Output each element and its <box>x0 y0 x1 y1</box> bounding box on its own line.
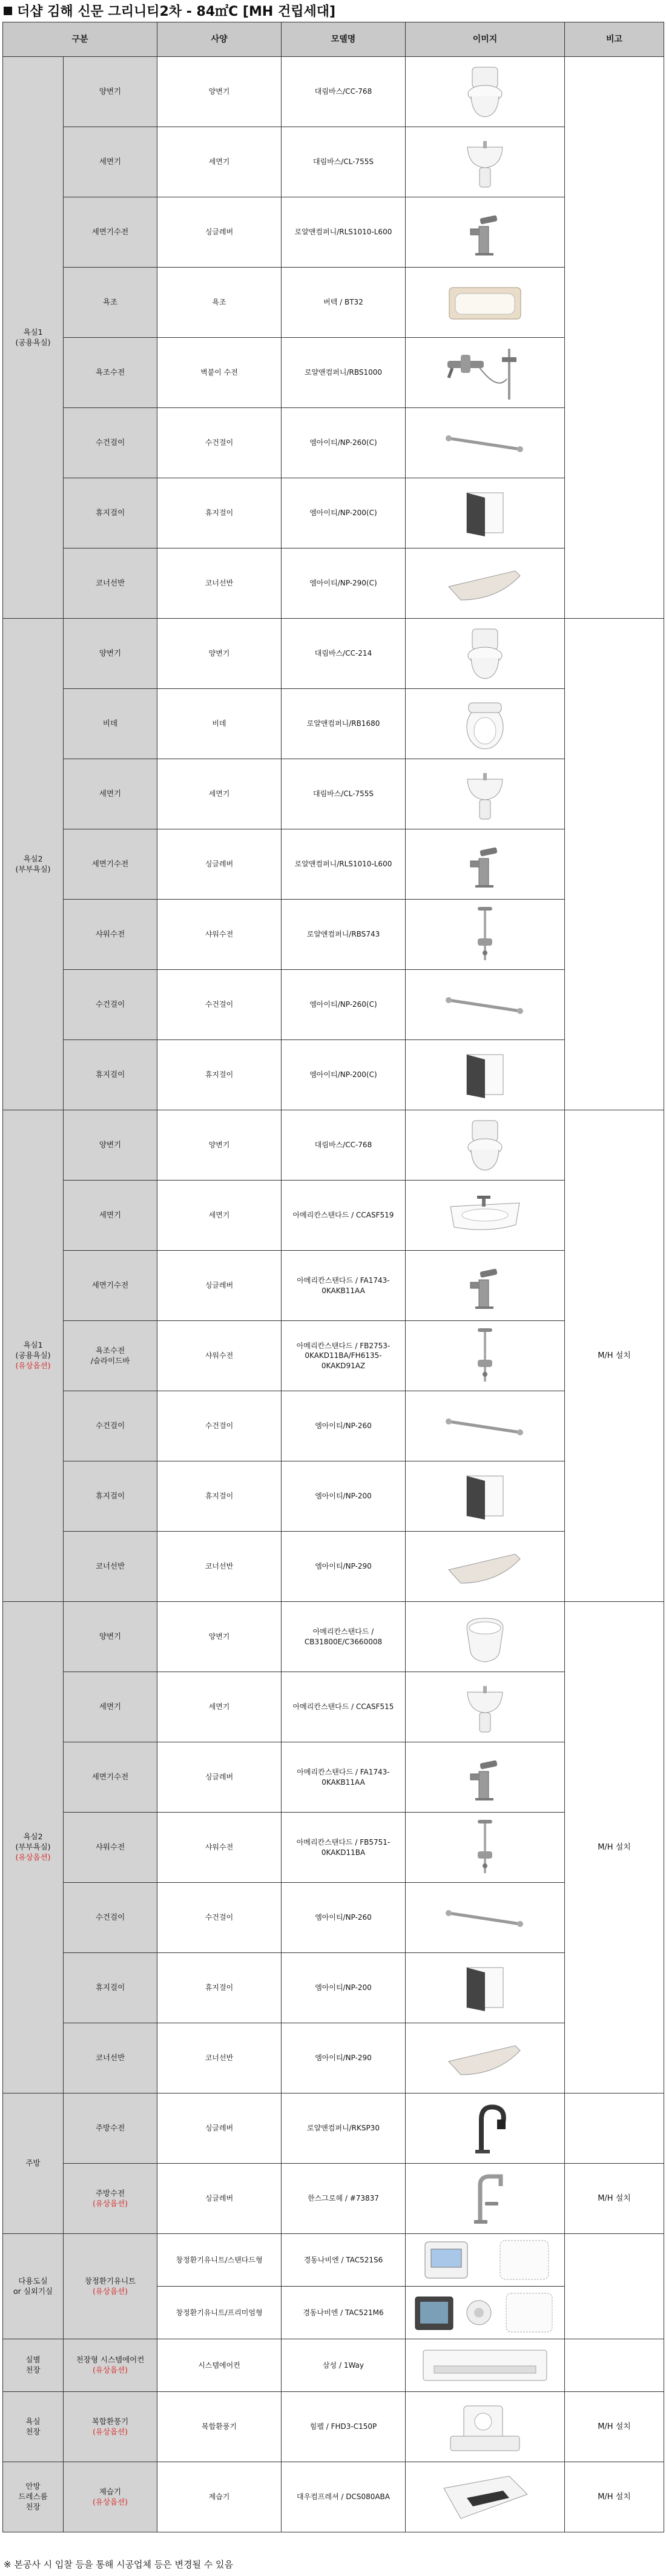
spec-cell: 비데 <box>157 689 282 759</box>
spec-table <box>2 22 664 2532</box>
shower-icon <box>406 904 564 965</box>
model-cell: 엠아이티/NP-260 <box>282 1391 406 1461</box>
spec-cell: 양변기 <box>157 619 282 689</box>
category-cell: 주방 <box>3 2093 64 2234</box>
model-cell: 대림바스/CL-755S <box>282 127 406 197</box>
item-cell: 휴지걸이 <box>64 1461 157 1532</box>
spec-cell: 휴지걸이 <box>157 1953 282 2023</box>
towel-bar-icon <box>406 431 564 455</box>
page-title: 더샵 김해 신문 그리니티2차 - 84㎡C [MH 건립세대] <box>4 4 335 21</box>
item-cell: 세면기수전 <box>64 197 157 268</box>
towel-bar-icon <box>406 993 564 1017</box>
image-cell <box>406 1602 565 1672</box>
item-cell: 양변기 <box>64 57 157 127</box>
table-header-row <box>3 22 664 57</box>
category-cell: 욕실2 (부부욕실) (유상옵션) <box>3 1602 64 2093</box>
note-cell <box>565 2234 664 2339</box>
image-cell <box>406 2339 565 2392</box>
model-cell: 엠아이티/NP-260(C) <box>282 970 406 1040</box>
category-cell: 욕실1 (공용욕실) (유상옵션) <box>3 1110 64 1602</box>
image-cell <box>406 1461 565 1532</box>
category-cell: 안방 드레스룸 천장 <box>3 2462 64 2532</box>
item-cell: 제습기 (유상옵션) <box>64 2462 157 2532</box>
spec-cell: 세면기 <box>157 1181 282 1251</box>
model-cell: 로얄앤컴퍼니/RKSP30 <box>282 2093 406 2164</box>
image-cell <box>406 829 565 900</box>
footer-note: ※ 본공사 시 입찰 등을 통해 시공업체 등은 변경될 수 있음 <box>4 2559 234 2570</box>
item-cell: 비데 <box>64 689 157 759</box>
spec-cell: 제습기 <box>157 2462 282 2532</box>
paper-holder-icon <box>406 1051 564 1099</box>
model-cell: 아메리칸스탠다드 / FA1743-0KAKB11AA <box>282 1742 406 1813</box>
faucet-icon <box>406 1262 564 1310</box>
image-cell <box>406 478 565 548</box>
spec-cell: 싱글레버 <box>157 197 282 268</box>
image-cell <box>406 689 565 759</box>
model-cell: 엠아이티/NP-200(C) <box>282 1040 406 1110</box>
category-cell: 실별 천장 <box>3 2339 64 2392</box>
image-cell <box>406 1953 565 2023</box>
model-cell: 엠아이티/NP-200 <box>282 1461 406 1532</box>
note-cell: M/H 설치 <box>565 1602 664 2093</box>
image-cell <box>406 970 565 1040</box>
image-cell <box>406 1672 565 1742</box>
model-cell: 경동나비엔 / TAC521S6 <box>282 2234 406 2287</box>
table-row <box>3 2462 664 2532</box>
image-cell <box>406 2023 565 2093</box>
toilet-icon <box>406 65 564 119</box>
model-cell: 로얄앤컴퍼니/RLS1010-L600 <box>282 197 406 268</box>
model-cell: 아메리칸스탠다드 / CCASF515 <box>282 1672 406 1742</box>
model-cell: 한스그로헤 / #73837 <box>282 2164 406 2234</box>
image-cell <box>406 2392 565 2462</box>
image-cell <box>406 338 565 408</box>
item-cell: 샤워수전 <box>64 1813 157 1883</box>
kitchen-faucet-alt-icon <box>406 2172 564 2226</box>
corner-shelf-icon <box>406 562 564 605</box>
image-cell <box>406 1813 565 1883</box>
image-cell <box>406 1040 565 1110</box>
spec-cell: 수건걸이 <box>157 1883 282 1953</box>
table-row <box>3 57 664 127</box>
item-cell: 양변기 <box>64 1110 157 1181</box>
spec-cell: 양변기 <box>157 1110 282 1181</box>
model-cell: 엠아이티/NP-260 <box>282 1883 406 1953</box>
category-cell: 욕실1 (공용욕실) <box>3 57 64 619</box>
exhaust-fan-icon <box>406 2400 564 2454</box>
note-cell: M/H 설치 <box>565 2462 664 2532</box>
item-cell: 창정환기유니트 (유상옵션) <box>64 2234 157 2339</box>
image-cell <box>406 619 565 689</box>
ventilator-standard-icon <box>406 2236 564 2284</box>
bathtub-icon <box>406 282 564 324</box>
note-cell <box>565 2339 664 2392</box>
spec-cell: 휴지걸이 <box>157 478 282 548</box>
spec-cell: 시스템에어컨 <box>157 2339 282 2392</box>
image-cell <box>406 1532 565 1602</box>
item-cell: 세면기수전 <box>64 829 157 900</box>
model-cell: 아메리칸스탠다드 / CB31800E/C3660008 <box>282 1602 406 1672</box>
table-row <box>3 2339 664 2392</box>
item-cell: 세면기 <box>64 759 157 829</box>
item-cell: 세면기수전 <box>64 1251 157 1321</box>
model-cell: 대림바스/CC-214 <box>282 619 406 689</box>
washbasin-icon <box>406 135 564 189</box>
item-cell: 수건걸이 <box>64 1883 157 1953</box>
item-cell: 세면기 <box>64 127 157 197</box>
item-cell: 주방수전 (유상옵션) <box>64 2164 157 2234</box>
model-cell: 대림바스/CC-768 <box>282 1110 406 1181</box>
spec-cell: 싱글레버 <box>157 829 282 900</box>
item-cell: 수건걸이 <box>64 408 157 478</box>
spec-cell: 양변기 <box>157 57 282 127</box>
model-cell: 버텍 / BT32 <box>282 268 406 338</box>
image-cell <box>406 197 565 268</box>
image-cell <box>406 900 565 970</box>
image-cell <box>406 1110 565 1181</box>
item-cell: 욕조수전 /슬라이드바 <box>64 1321 157 1391</box>
corner-shelf-icon <box>406 2037 564 2080</box>
spec-cell: 수건걸이 <box>157 408 282 478</box>
image-cell <box>406 1391 565 1461</box>
image-cell <box>406 2093 565 2164</box>
note-cell: M/H 설치 <box>565 2164 664 2234</box>
item-cell: 복합환풍기 (유상옵션) <box>64 2392 157 2462</box>
toilet-icon <box>406 627 564 681</box>
paper-holder-icon <box>406 489 564 538</box>
faucet-icon <box>406 1753 564 1802</box>
spec-cell: 창정환기유니트/스탠다드형 <box>157 2234 282 2287</box>
spec-cell: 코너선반 <box>157 1532 282 1602</box>
spec-cell: 싱글레버 <box>157 2164 282 2234</box>
image-cell <box>406 1181 565 1251</box>
spec-cell: 창정환기유니트/프리미엄형 <box>157 2287 282 2339</box>
image-cell <box>406 2164 565 2234</box>
model-cell: 아메리칸스탠다드 / CCASF519 <box>282 1181 406 1251</box>
spec-cell: 세면기 <box>157 1672 282 1742</box>
towel-bar-icon <box>406 1414 564 1438</box>
washbasin-icon <box>406 767 564 822</box>
category-cell: 욕실2 (부부욕실) <box>3 619 64 1110</box>
bath-faucet-icon <box>406 343 564 403</box>
item-cell: 천장형 시스템에어컨 (유상옵션) <box>64 2339 157 2392</box>
spec-cell: 휴지걸이 <box>157 1461 282 1532</box>
table-row <box>3 2392 664 2462</box>
item-cell: 코너선반 <box>64 1532 157 1602</box>
kitchen-faucet-icon <box>406 2101 564 2156</box>
spec-cell: 코너선반 <box>157 2023 282 2093</box>
note-cell <box>565 2093 664 2164</box>
table-row <box>3 619 664 689</box>
spec-cell: 휴지걸이 <box>157 1040 282 1110</box>
smart-toilet-icon <box>406 1610 564 1664</box>
item-cell: 양변기 <box>64 1602 157 1672</box>
image-cell <box>406 268 565 338</box>
model-cell: 대림바스/CC-768 <box>282 57 406 127</box>
shower-icon <box>406 1326 564 1386</box>
item-cell: 욕조수전 <box>64 338 157 408</box>
image-cell <box>406 1742 565 1813</box>
image-cell <box>406 548 565 619</box>
spec-cell: 양변기 <box>157 1602 282 1672</box>
header-category: 구분 <box>3 22 157 57</box>
item-cell: 수건걸이 <box>64 970 157 1040</box>
table-row <box>3 2164 664 2234</box>
model-cell: 대우컴프레셔 / DCS080ABA <box>282 2462 406 2532</box>
shower-icon <box>406 1817 564 1878</box>
item-cell: 양변기 <box>64 619 157 689</box>
spec-cell: 샤워수전 <box>157 1321 282 1391</box>
model-cell: 경동나비엔 / TAC521M6 <box>282 2287 406 2339</box>
spec-cell: 복합환풍기 <box>157 2392 282 2462</box>
table-row <box>3 2093 664 2164</box>
image-cell <box>406 1251 565 1321</box>
category-cell: 욕실 천장 <box>3 2392 64 2462</box>
image-cell <box>406 759 565 829</box>
model-cell: 엠아이티/NP-290 <box>282 1532 406 1602</box>
item-cell: 코너선반 <box>64 2023 157 2093</box>
paper-holder-icon <box>406 1472 564 1521</box>
image-cell <box>406 2287 565 2339</box>
bidet-icon <box>406 697 564 751</box>
header-model: 모델명 <box>282 22 406 57</box>
faucet-icon <box>406 840 564 889</box>
header-image: 이미지 <box>406 22 565 57</box>
model-cell: 대림바스/CL-755S <box>282 759 406 829</box>
ceiling-ac-icon <box>406 2344 564 2387</box>
table-row <box>3 2234 664 2287</box>
towel-bar-icon <box>406 1906 564 1930</box>
item-cell: 휴지걸이 <box>64 1953 157 2023</box>
image-cell <box>406 1883 565 1953</box>
model-cell: 로얄앤컴퍼니/RLS1010-L600 <box>282 829 406 900</box>
corner-shelf-icon <box>406 1546 564 1588</box>
spec-cell: 싱글레버 <box>157 1742 282 1813</box>
table-row <box>3 1602 664 1672</box>
faucet-icon <box>406 208 564 257</box>
spec-cell: 수건걸이 <box>157 1391 282 1461</box>
spec-cell: 코너선반 <box>157 548 282 619</box>
model-cell: 엠아이티/NP-260(C) <box>282 408 406 478</box>
header-spec: 사양 <box>157 22 282 57</box>
image-cell <box>406 1321 565 1391</box>
model-cell: 로얄앤컴퍼니/RBS743 <box>282 900 406 970</box>
model-cell: 힘펠 / FHD3-C150P <box>282 2392 406 2462</box>
item-cell: 샤워수전 <box>64 900 157 970</box>
dehumidifier-icon <box>406 2470 564 2525</box>
model-cell: 아메리칸스탠다드 / FA1743-0KAKB11AA <box>282 1251 406 1321</box>
item-cell: 주방수전 <box>64 2093 157 2164</box>
spec-cell: 세면기 <box>157 759 282 829</box>
toilet-icon <box>406 1118 564 1173</box>
spec-cell: 싱글레버 <box>157 1251 282 1321</box>
header-note: 비고 <box>565 22 664 57</box>
model-cell: 로얄앤컴퍼니/RB1680 <box>282 689 406 759</box>
paper-holder-icon <box>406 1964 564 2012</box>
spec-cell: 샤워수전 <box>157 900 282 970</box>
image-cell <box>406 57 565 127</box>
model-cell: 엠아이티/NP-290(C) <box>282 548 406 619</box>
item-cell: 코너선반 <box>64 548 157 619</box>
image-cell <box>406 2462 565 2532</box>
spec-cell: 싱글레버 <box>157 2093 282 2164</box>
model-cell: 아메리칸스탠다드 / FB5751-0KAKD11BA <box>282 1813 406 1883</box>
model-cell: 엠아이티/NP-200 <box>282 1953 406 2023</box>
vessel-basin-icon <box>406 1194 564 1237</box>
item-cell: 세면기 <box>64 1181 157 1251</box>
item-cell: 수건걸이 <box>64 1391 157 1461</box>
item-cell: 욕조 <box>64 268 157 338</box>
model-cell: 로얄앤컴퍼니/RBS1000 <box>282 338 406 408</box>
note-cell <box>565 619 664 1110</box>
ventilator-premium-icon <box>406 2288 564 2337</box>
model-cell: 아메리칸스탠다드 / FB2753-0KAKD11BA/FH6135-0KAKD91AZ <box>282 1321 406 1391</box>
image-cell <box>406 127 565 197</box>
image-cell <box>406 408 565 478</box>
square-bullet-icon <box>4 7 12 15</box>
model-cell: 삼성 / 1Way <box>282 2339 406 2392</box>
washbasin-icon <box>406 1680 564 1734</box>
note-cell: M/H 설치 <box>565 1110 664 1602</box>
spec-cell: 수건걸이 <box>157 970 282 1040</box>
model-cell: 엠아이티/NP-290 <box>282 2023 406 2093</box>
table-row <box>3 1110 664 1181</box>
item-cell: 세면기 <box>64 1672 157 1742</box>
note-cell: M/H 설치 <box>565 2392 664 2462</box>
spec-cell: 세면기 <box>157 127 282 197</box>
spec-cell: 욕조 <box>157 268 282 338</box>
item-cell: 휴지걸이 <box>64 478 157 548</box>
item-cell: 세면기수전 <box>64 1742 157 1813</box>
spec-cell: 벽붙이 수전 <box>157 338 282 408</box>
image-cell <box>406 2234 565 2287</box>
note-cell <box>565 57 664 619</box>
model-cell: 엠아이티/NP-200(C) <box>282 478 406 548</box>
spec-cell: 샤워수전 <box>157 1813 282 1883</box>
category-cell: 다용도실 or 실외기실 <box>3 2234 64 2339</box>
item-cell: 휴지걸이 <box>64 1040 157 1110</box>
